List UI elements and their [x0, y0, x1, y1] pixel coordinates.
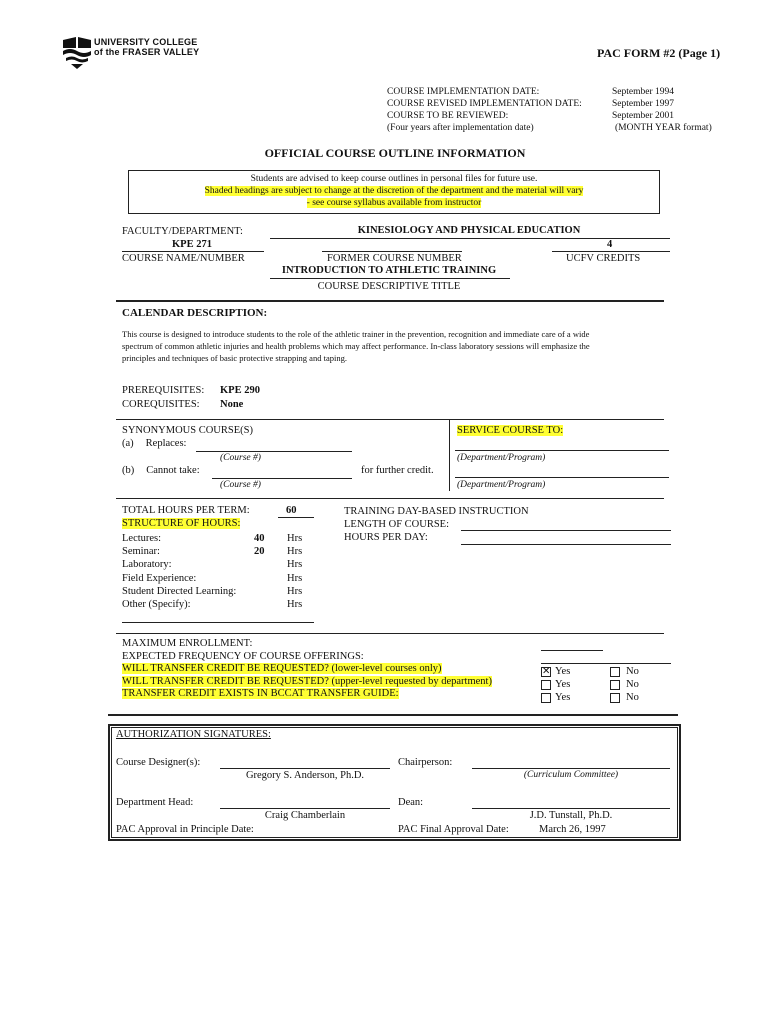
frequency-label: EXPECTED FREQUENCY OF COURSE OFFERINGS:	[122, 650, 364, 662]
per-day-input[interactable]	[461, 544, 671, 545]
length-input[interactable]	[461, 530, 671, 531]
impl-date-label: COURSE IMPLEMENTATION DATE:	[387, 87, 540, 97]
cannot-take-course-hint: (Course #)	[220, 480, 261, 490]
hours-row-label-other: Other (Specify):	[122, 599, 191, 611]
hours-row-value-seminar: 20	[254, 546, 265, 558]
replaces-label	[122, 438, 186, 449]
faculty-value: KINESIOLOGY AND PHYSICAL EDUCATION	[357, 225, 581, 236]
service-course-heading: SERVICE COURSE TO:	[457, 425, 564, 436]
pac-principle-label: PAC Approval in Principle Date:	[116, 824, 254, 835]
notice-line-3: - see course syllabus available from instructor	[306, 198, 482, 208]
q1-yes-label: Yes	[555, 666, 571, 677]
designer-signature-line[interactable]	[220, 768, 390, 769]
prereq-labels	[122, 384, 204, 412]
course-name-label: COURSE NAME/NUMBER	[122, 253, 245, 264]
q3-yes-label: Yes	[555, 692, 571, 703]
q3-no-checkbox[interactable]	[610, 693, 620, 703]
training-labels	[344, 505, 529, 545]
transfer-q1: WILL TRANSFER CREDIT BE REQUESTED? (lower-level courses only)	[122, 663, 442, 675]
a-marker: (a)	[122, 438, 134, 449]
review-note: (Four years after implementation date)	[387, 123, 534, 133]
hours-row-label-sdl: Student Directed Learning:	[122, 585, 237, 597]
revised-date-value: September 1997	[612, 99, 675, 109]
designer-value: Gregory S. Anderson, Ph.D.	[245, 770, 365, 781]
credits-label: UCFV CREDITS	[566, 253, 641, 264]
hours-unit-lectures: Hrs	[287, 533, 303, 544]
hours-row-labels	[122, 532, 236, 611]
calendar-line-3: principles and techniques of basic protective strapping and taping.	[122, 353, 347, 363]
page-title: OFFICIAL COURSE OUTLINE INFORMATION	[264, 146, 526, 160]
coreq-label: COREQUISITES:	[122, 399, 200, 410]
synonymous-divider	[449, 419, 450, 491]
q3-no-label: No	[626, 692, 639, 703]
faculty-label: FACULTY/DEPARTMENT:	[122, 226, 243, 237]
notice-line-1: Students are advised to keep course outlines in personal files for future use.	[250, 174, 538, 184]
q3-yes-checkbox[interactable]	[541, 693, 551, 703]
hours-unit-sdl: Hrs	[287, 585, 303, 597]
hours-top-rule	[116, 498, 664, 499]
hours-unit-field: Hrs	[287, 572, 303, 584]
calendar-line-1: This course is designed to introduce students to the role of the athletic trainer in the prevention, recognition and immediate care of a wide	[122, 329, 590, 339]
coreq-value: None	[220, 399, 244, 410]
q2-yes-checkbox[interactable]	[541, 680, 551, 690]
q1-yes-checkbox[interactable]: ✕	[542, 666, 551, 677]
transfer-q3: TRANSFER CREDIT EXISTS IN BCCAT TRANSFER GUIDE:	[122, 688, 399, 700]
credits-value: 4	[607, 239, 613, 250]
notice-text	[128, 173, 660, 209]
logo-line-1: UNIVERSITY COLLEGE	[94, 37, 198, 47]
hours-row-label-seminar: Seminar:	[122, 546, 160, 558]
synonymous-top-rule	[116, 419, 664, 420]
course-title-label: COURSE DESCRIPTIVE TITLE	[317, 281, 461, 292]
replaces-input[interactable]	[196, 451, 352, 452]
form-id: PAC FORM #2 (Page 1)	[597, 46, 721, 60]
ucfv-logo-icon	[62, 36, 92, 70]
q2-no-label: No	[626, 679, 639, 690]
credits-underline	[552, 251, 670, 252]
prereq-values	[220, 384, 260, 412]
cannot-take-input[interactable]	[212, 478, 352, 479]
calendar-line-2: spectrum of common athletic injuries and health problems which may affect performance. In-class laboratory sessions will emphasize the	[122, 341, 590, 351]
prereq-label: PREREQUISITES:	[122, 385, 205, 396]
max-enrollment-label: MAXIMUM ENROLLMENT:	[122, 638, 253, 649]
designer-label: Course Designer(s):	[116, 757, 201, 768]
service-dept-input-1[interactable]	[455, 450, 669, 451]
per-day-label: HOURS PER DAY:	[344, 532, 428, 544]
service-dept-hint-1: (Department/Program)	[457, 453, 546, 463]
review-date-label: COURSE TO BE REVIEWED:	[387, 111, 509, 121]
pac-final-value: March 26, 1997	[539, 824, 606, 835]
service-dept-input-2[interactable]	[455, 477, 669, 478]
hours-row-values	[254, 532, 265, 558]
auth-heading: AUTHORIZATION SIGNATURES:	[116, 729, 271, 740]
course-code-underline	[122, 251, 264, 252]
logo-line-2: of the FRASER VALLEY	[94, 47, 200, 57]
max-enrollment-input[interactable]	[541, 650, 603, 651]
dates-values	[612, 86, 712, 134]
training-label: TRAINING DAY-BASED INSTRUCTION	[344, 506, 529, 517]
cannot-take-text: Cannot take:	[146, 465, 200, 476]
impl-date-value: September 1994	[612, 87, 675, 97]
prereq-value: KPE 290	[220, 385, 260, 396]
replaces-course-hint: (Course #)	[220, 453, 261, 463]
dept-head-label: Department Head:	[116, 797, 194, 808]
former-label: FORMER COURSE NUMBER	[327, 253, 462, 264]
total-hours-label: TOTAL HOURS PER TERM:	[122, 505, 250, 516]
hours-unit-other: Hrs	[287, 599, 303, 611]
total-hours-value: 60	[286, 505, 297, 516]
enrollment-top-rule	[116, 633, 664, 634]
dept-head-signature-line[interactable]	[220, 808, 390, 809]
further-credit-text: for further credit.	[361, 465, 434, 476]
service-dept-hint-2: (Department/Program)	[457, 480, 546, 490]
total-hours-underline	[278, 517, 314, 518]
q2-yes-label: Yes	[555, 679, 571, 690]
hours-unit-laboratory: Hrs	[287, 559, 303, 571]
course-title-value: INTRODUCTION TO ATHLETIC TRAINING	[281, 265, 497, 276]
course-code: KPE 271	[172, 239, 212, 250]
length-label: LENGTH OF COURSE:	[344, 519, 450, 531]
hours-row-label-lectures: Lectures:	[122, 533, 162, 544]
synonymous-heading: SYNONYMOUS COURSE(S)	[122, 425, 253, 436]
hours-bottom-rule	[122, 622, 314, 623]
dates-labels	[387, 86, 582, 134]
structure-label: STRUCTURE OF HOURS:	[122, 518, 241, 529]
chair-value: (Curriculum Committee)	[523, 770, 619, 780]
q1-no-label: No	[626, 666, 639, 677]
q1-no-checkbox[interactable]	[610, 667, 620, 677]
format-note: (MONTH YEAR format)	[615, 123, 712, 133]
q2-no-checkbox[interactable]	[610, 680, 620, 690]
transfer-q2: WILL TRANSFER CREDIT BE REQUESTED? (upper-level requested by department)	[122, 675, 492, 687]
pac-final-label: PAC Final Approval Date:	[398, 824, 509, 835]
dean-value: J.D. Tunstall, Ph.D.	[529, 810, 613, 821]
calendar-heading: CALENDAR DESCRIPTION:	[122, 307, 268, 319]
title-underline	[270, 278, 510, 279]
frequency-input[interactable]	[541, 663, 671, 664]
enrollment-labels	[122, 638, 492, 701]
ucfv-logo-text	[94, 37, 199, 57]
hours-row-value-lectures: 40	[254, 533, 265, 544]
chair-label: Chairperson:	[398, 757, 453, 768]
revised-date-label: COURSE REVISED IMPLEMENTATION DATE:	[387, 99, 582, 109]
auth-top-rule	[108, 714, 678, 716]
cannot-take-label	[122, 465, 200, 476]
dean-signature-line[interactable]	[472, 808, 670, 809]
dept-head-value: Craig Chamberlain	[264, 810, 346, 821]
notice-line-2: Shaded headings are subject to change at the discretion of the department and the material will vary	[204, 186, 584, 196]
calendar-description	[122, 328, 590, 364]
hours-row-label-laboratory: Laboratory:	[122, 559, 172, 571]
b-marker: (b)	[122, 465, 135, 476]
former-underline	[322, 251, 462, 252]
review-date-value: September 2001	[612, 111, 675, 121]
dean-label: Dean:	[398, 797, 424, 808]
chair-signature-line[interactable]	[472, 768, 670, 769]
hours-unit-seminar: Hrs	[287, 546, 303, 558]
calendar-rule	[116, 300, 664, 302]
hours-row-units	[287, 532, 302, 611]
replaces-text: Replaces:	[145, 438, 187, 449]
hours-row-label-field: Field Experience:	[122, 572, 197, 584]
